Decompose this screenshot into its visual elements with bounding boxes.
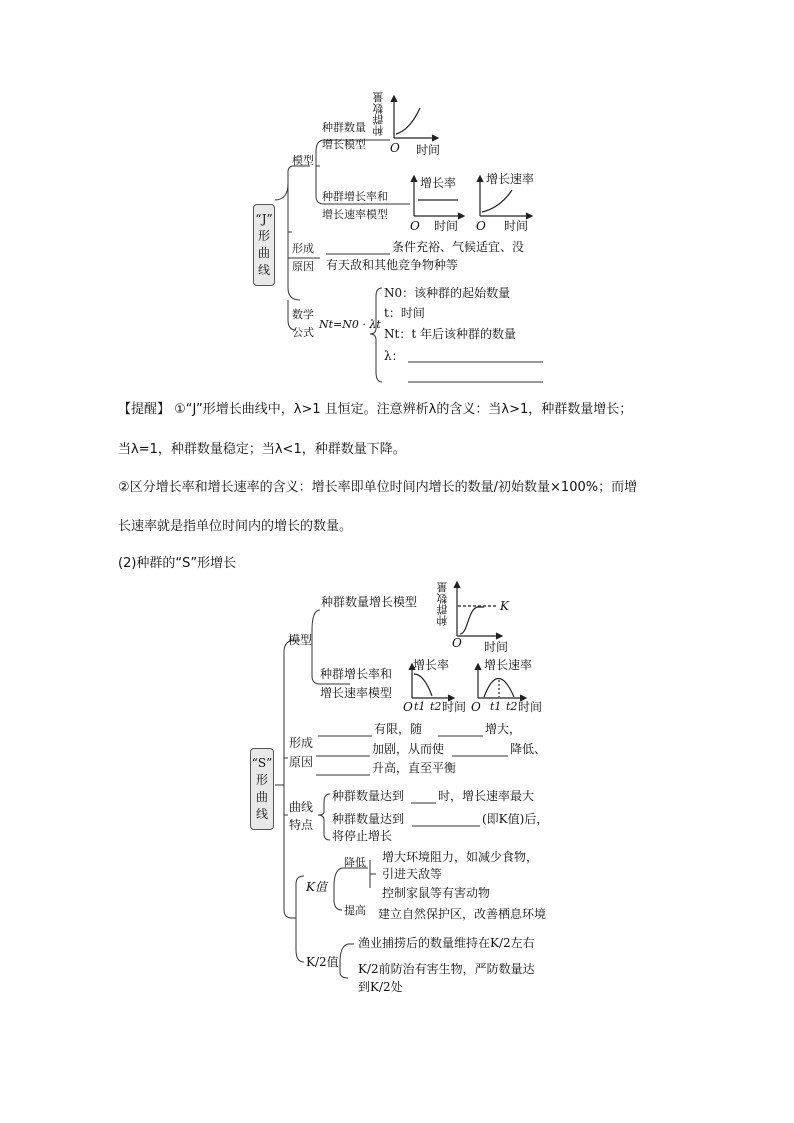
- s-section-heading: (2)种群的“S”形增长: [118, 556, 237, 571]
- s-curve-title: “S” 形 曲 线: [250, 748, 274, 830]
- s-lower-1a: 增大环境阻力，如减少食物，: [382, 850, 539, 864]
- j-graph1-ylabel: 种群数量: [372, 92, 385, 136]
- j-graph2-origin: O: [410, 219, 420, 233]
- s-graph2-t2: t2: [430, 700, 442, 713]
- j-graph2-ylabel: 增长率: [420, 176, 457, 190]
- s-cause-d: 降低、: [510, 742, 547, 756]
- j-pop-model-line1: 种群数量: [322, 121, 366, 134]
- s-graph3-origin: O: [471, 700, 481, 714]
- j-lambda-desc: λ：: [384, 349, 404, 363]
- s-graph3-ylabel: 增长速率: [484, 658, 533, 672]
- j-formula-label-2: 公式: [292, 326, 314, 339]
- tip-line-1: 【提醒】 ①“J”形增长曲线中，λ>1 且恒定。注意辨析λ的含义：当λ>1，种群数量增长；: [118, 402, 633, 417]
- s-raise-label: 提高: [344, 904, 366, 917]
- j-graph1-origin: O: [390, 141, 400, 155]
- tip-line-2: 当λ=1，种群数量稳定；当λ<1，种群数量下降。: [118, 442, 406, 457]
- tip-line-3: ②区分增长率和增长速率的含义：增长率即单位时间内增长的数量/初始数量×100%；而增: [118, 480, 638, 495]
- j-graph-pop: [391, 96, 438, 141]
- s-cause-e: 升高，直至平衡: [372, 761, 457, 775]
- j-rate-model-line2: 增长速率模型: [322, 208, 388, 221]
- bracket-k-raise: [334, 886, 342, 910]
- j-cause-line1: 条件充裕、气候适宜、没: [392, 240, 525, 254]
- j-formula-label-1: 数学: [292, 308, 314, 321]
- s-lower-2: 控制家鼠等有害动物: [382, 886, 491, 900]
- s-graph2-ylabel: 增长率: [413, 658, 450, 672]
- bracket-j-model: [275, 166, 310, 200]
- s-k2-1: 渔业捕捞后的数量维持在K/2左右: [358, 936, 535, 950]
- j-speed-curve: [482, 190, 512, 212]
- j-graph2-time: 时间: [434, 219, 459, 233]
- j-cause-label-2: 原因: [292, 260, 314, 273]
- formula-brace: [370, 288, 382, 382]
- j-n0-desc: N0：该种群的起始数量: [384, 286, 511, 300]
- s-cause-label-2: 原因: [289, 755, 314, 769]
- j-graph1-time: 时间: [416, 143, 441, 157]
- s-feature2-b: (即K值)后，: [482, 812, 549, 826]
- s-raise-1: 建立自然保护区，改善栖息环境: [378, 907, 547, 921]
- s-feature2-c: 将停止增长: [332, 829, 393, 843]
- j-curve-line: [396, 108, 420, 134]
- j-nt-desc: Nt：t 年后该种群的数量: [384, 327, 516, 341]
- j-model-label: 模型: [292, 154, 314, 167]
- j-pop-model-line2: 增长模型: [322, 138, 366, 151]
- s-graph2-origin: O: [403, 700, 413, 714]
- s-feature1-a: 种群数量达到: [332, 789, 405, 803]
- s-graph1-time: 时间: [484, 640, 509, 654]
- s-graph3-t1: t1: [490, 700, 502, 713]
- s-feature-label-2: 特点: [289, 818, 314, 832]
- bracket-k-lower: [334, 868, 368, 886]
- s-graph1-k: K: [500, 599, 509, 613]
- feature-brace: [318, 794, 330, 840]
- j-formula: Nt=N0 · λt: [319, 318, 381, 331]
- s-feature2-a: 种群数量达到: [332, 812, 405, 826]
- s-k2-2a: K/2前防治有害生物，严防数量达: [358, 962, 535, 976]
- s-lower-label: 降低: [344, 856, 366, 869]
- j-rate-model-line1: 种群增长率和: [322, 190, 388, 203]
- bracket-s-pop: [312, 610, 320, 630]
- tip-line-4: 长速率就是指单位时间内的增长的数量。: [118, 519, 353, 534]
- s-graph1-ylabel: 种群数量: [436, 582, 449, 626]
- j-t-desc: t：时间: [384, 306, 425, 320]
- s-graph2-time: 时间: [442, 700, 467, 714]
- s-cause-label-1: 形成: [289, 736, 314, 750]
- s-graph3-time: 时间: [518, 700, 543, 714]
- s-model-label: 模型: [288, 633, 313, 647]
- s-cause-b: 增大，: [485, 722, 522, 736]
- s-graph-pop: [454, 582, 502, 639]
- s-rate-curve: [414, 674, 432, 696]
- s-cause-c: 加剧，从而使: [372, 742, 445, 756]
- j-curve-title: “J” 形 曲 线: [253, 204, 275, 286]
- s-curve-line: [460, 607, 484, 634]
- s-rate-model-line1: 种群增长率和: [320, 667, 393, 681]
- s-lower-1b: 引进天敌等: [382, 867, 443, 881]
- s-k2-value: K/2值: [306, 955, 339, 969]
- s-graph2-t1: t1: [414, 700, 426, 713]
- s-cause-a: 有限，随: [374, 722, 423, 736]
- s-rate-model-line2: 增长速率模型: [320, 686, 393, 700]
- j-graph3-origin: O: [476, 219, 486, 233]
- s-feature-label-1: 曲线: [289, 800, 314, 814]
- j-graph3-ylabel: 增长速率: [486, 172, 535, 186]
- s-pop-model: 种群数量增长模型: [321, 595, 418, 609]
- j-cause-line2: 有天敌和其他竞争物种等: [326, 258, 459, 272]
- s-k-value: K值: [306, 880, 327, 894]
- bracket-k2: [340, 944, 354, 962]
- j-cause-label-1: 形成: [292, 242, 314, 255]
- s-feature1-b: 时，增长速率最大: [438, 789, 535, 803]
- s-k2-2b: 到K/2处: [358, 980, 403, 994]
- j-graph3-time: 时间: [504, 219, 529, 233]
- s-graph3-t2: t2: [506, 700, 518, 713]
- s-graph1-origin: O: [452, 636, 462, 650]
